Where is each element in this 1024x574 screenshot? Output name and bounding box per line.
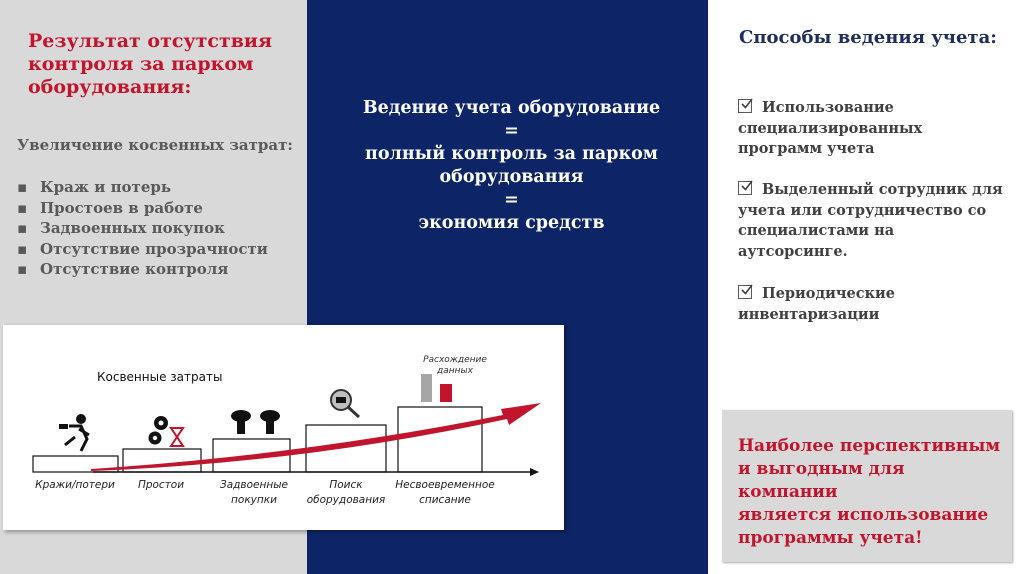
step-label: списание	[419, 494, 471, 506]
method-inventory: Периодические инвентаризации	[738, 285, 896, 323]
mismatch-label-line1: Расхождение	[423, 355, 487, 365]
mismatch-bar-gray	[421, 374, 432, 402]
methods-title: Способы ведения учета:	[739, 27, 997, 48]
data-mismatch-bars-icon	[421, 374, 452, 402]
method-employee: Выделенный сотрудник для учета или сотрудничество со специалистами на аутсорсинге.	[738, 181, 1003, 260]
running-thief-icon	[59, 414, 89, 451]
step-label: Несвоевременное	[395, 479, 495, 491]
list-item: ▪ Отсутствие прозрачности	[17, 239, 268, 258]
diagram-title: Косвенные затраты	[97, 370, 223, 384]
list-item: ▪ Отсутствие контроля	[17, 260, 229, 278]
mismatch-label-line2: данных	[437, 366, 473, 376]
left-title: Результат отсутствия контроля за парком оборудования:	[28, 30, 273, 98]
list-item: ▪ Краж и потерь	[17, 178, 172, 196]
indirect-costs-heading: Увеличение косвенных затрат:	[17, 136, 293, 154]
double-drill-icon	[231, 410, 280, 434]
list-item: ▪ Задвоенных покупок	[17, 219, 225, 237]
diagram-canvas	[3, 325, 564, 530]
mismatch-bar-red	[440, 384, 452, 402]
checkbox-icon	[738, 181, 752, 195]
method-software: Использование специализированных программ учета	[738, 99, 923, 157]
axis-arrowhead	[530, 468, 539, 476]
indirect-costs-diagram	[3, 325, 564, 530]
conclusion-text: Наиболее перспективным и выгодным для компании является использование программы учета!	[738, 436, 1001, 548]
step-label: Поиск	[329, 479, 363, 491]
checkbox-icon	[738, 285, 752, 299]
checkbox-icon	[738, 99, 752, 113]
center-statement: Ведение учета оборудование = полный контроль за парком оборудования = экономия средств	[362, 98, 661, 233]
consequences-list	[17, 177, 268, 280]
step-box-5	[398, 407, 482, 472]
step-label: оборудования	[306, 494, 386, 506]
step-label: Кражи/потери	[35, 479, 115, 491]
step-label: покупки	[231, 494, 277, 506]
gears-hourglass-icon	[149, 416, 184, 446]
step-label: Задвоенные	[220, 479, 288, 491]
step-label: Простои	[137, 479, 185, 491]
magnifier-drill-icon	[331, 390, 359, 417]
list-item: ▪ Простоев в работе	[17, 198, 203, 217]
